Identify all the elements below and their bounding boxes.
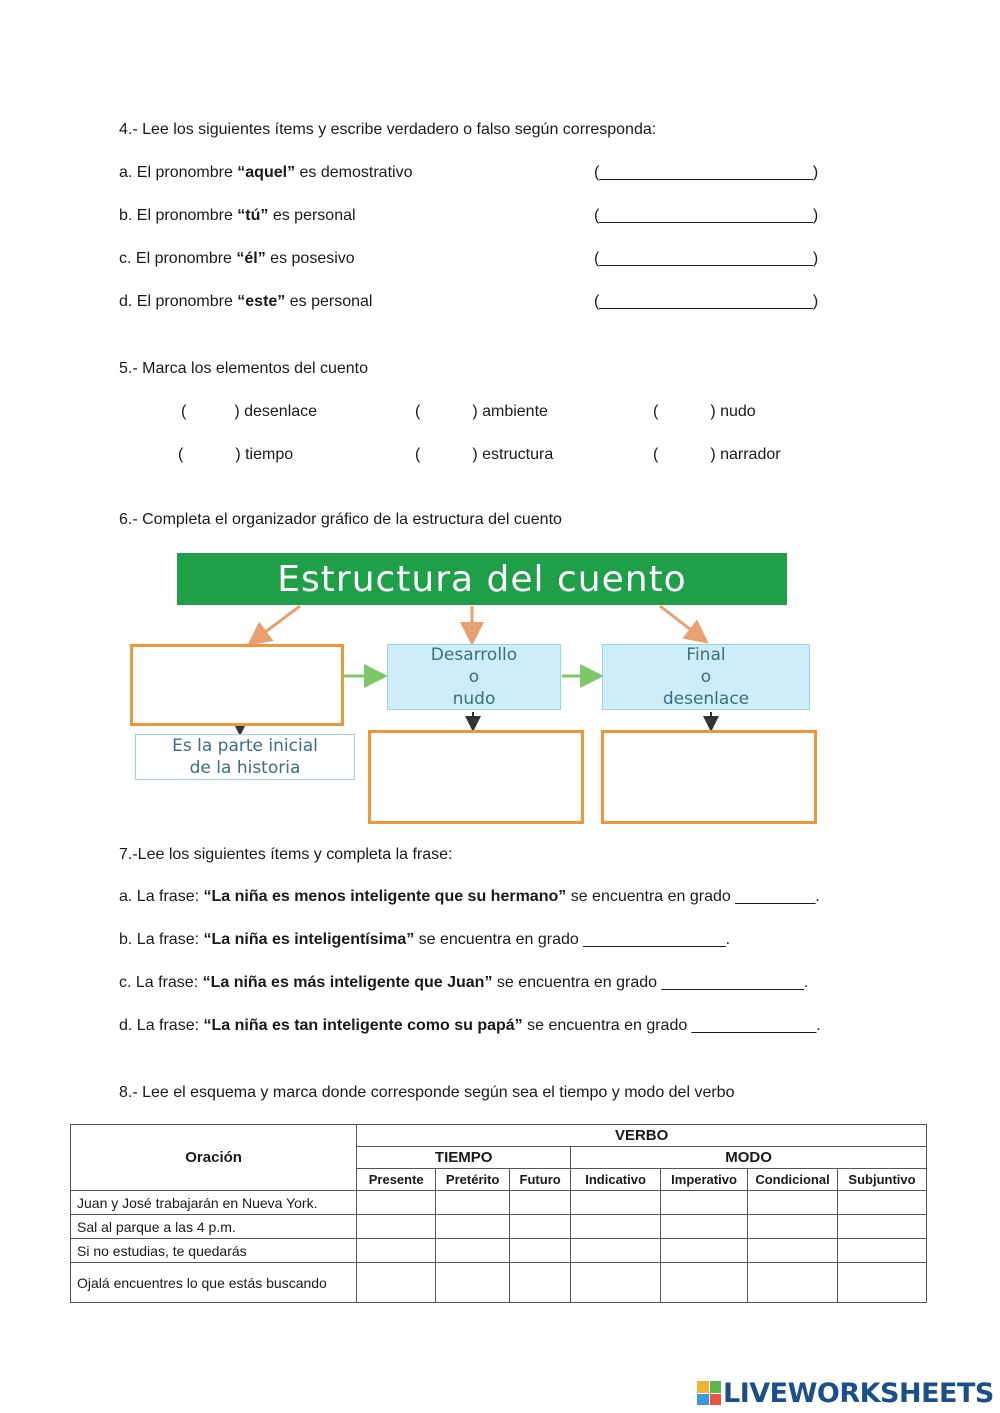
answer-cell[interactable] bbox=[748, 1239, 838, 1263]
answer-cell[interactable] bbox=[357, 1215, 436, 1239]
answer-cell[interactable] bbox=[571, 1239, 661, 1263]
q7-item-suffix[interactable]: se encuentra en grado _________. bbox=[566, 888, 820, 905]
q4-answer-a[interactable]: (________________________) bbox=[594, 164, 819, 181]
q7-item-prefix: c. La frase: bbox=[119, 974, 203, 991]
q5-option-label: ) nudo bbox=[710, 403, 756, 420]
liveworksheets-logo bbox=[697, 1376, 994, 1410]
q5-option-label: ) estructura bbox=[472, 446, 554, 463]
q4-item-prefix: a. El pronombre bbox=[119, 164, 238, 181]
answer-cell[interactable] bbox=[357, 1191, 436, 1215]
q4-item-suffix: es posesivo bbox=[265, 250, 355, 267]
desarrollo-line: Desarrollo bbox=[430, 645, 518, 665]
answer-cell[interactable] bbox=[571, 1215, 661, 1239]
final-line: Final bbox=[686, 645, 726, 665]
q5-option-label: ) desenlace bbox=[234, 403, 318, 420]
q5-paren: ( bbox=[181, 403, 187, 420]
answer-cell[interactable] bbox=[838, 1215, 927, 1239]
inicio-answer-box[interactable] bbox=[130, 644, 344, 726]
q5-title: 5.- Marca los elementos del cuento bbox=[119, 360, 369, 377]
q4-item-bold: “aquel” bbox=[237, 164, 296, 181]
col-condicional: Condicional bbox=[748, 1169, 838, 1191]
q5-paren: ( bbox=[415, 446, 421, 463]
q7-item-d bbox=[119, 1017, 821, 1035]
col-preterito: Pretérito bbox=[436, 1169, 510, 1191]
q7-item-suffix[interactable]: se encuentra en grado ________________. bbox=[492, 974, 809, 991]
answer-cell[interactable] bbox=[748, 1263, 838, 1303]
answer-cell[interactable] bbox=[436, 1239, 510, 1263]
q4-item-suffix: es personal bbox=[268, 207, 356, 224]
final-answer-box[interactable] bbox=[601, 730, 817, 824]
inicio-description-line: de la historia bbox=[189, 758, 301, 778]
q7-item-bold: “La niña es más inteligente que Juan” bbox=[202, 974, 493, 991]
answer-cell[interactable] bbox=[510, 1263, 571, 1303]
answer-cell[interactable] bbox=[838, 1239, 927, 1263]
row-sentence: Ojalá encuentres lo que estás buscando bbox=[71, 1263, 357, 1303]
q7-item-bold: “La niña es menos inteligente que su hermano” bbox=[203, 888, 567, 905]
q4-item-suffix: es personal bbox=[285, 293, 373, 310]
answer-cell[interactable] bbox=[436, 1215, 510, 1239]
row-sentence: Juan y José trabajarán en Nueva York. bbox=[71, 1191, 357, 1215]
inicio-description-box bbox=[135, 734, 355, 780]
q4-item-bold: “él” bbox=[236, 250, 266, 267]
q5-option-label: ) tiempo bbox=[235, 446, 294, 463]
story-structure-diagram bbox=[120, 548, 830, 833]
q5-checkbox-tiempo[interactable] bbox=[178, 446, 293, 464]
q5-paren: ( bbox=[653, 403, 659, 420]
answer-cell[interactable] bbox=[436, 1191, 510, 1215]
q4-answer-d[interactable]: (________________________) bbox=[594, 293, 819, 310]
table-row bbox=[71, 1263, 927, 1303]
logo-icon bbox=[697, 1381, 721, 1405]
q7-item-bold: “La niña es tan inteligente como su papá” bbox=[203, 1017, 523, 1034]
header-modo: MODO bbox=[571, 1147, 927, 1169]
q5-option-label: ) ambiente bbox=[472, 403, 548, 420]
logo-text: LIVEWORKSHEETS bbox=[723, 1377, 994, 1409]
table-row bbox=[71, 1215, 927, 1239]
q4-item-a bbox=[119, 164, 412, 182]
q7-item-bold: “La niña es inteligentísima” bbox=[203, 931, 415, 948]
answer-cell[interactable] bbox=[661, 1263, 748, 1303]
q6-title: 6.- Completa el organizador gráfico de la estructura del cuento bbox=[119, 511, 562, 528]
q8-title: 8.- Lee el esquema y marca donde corresponde según sea el tiempo y modo del verbo bbox=[119, 1084, 735, 1101]
answer-cell[interactable] bbox=[357, 1239, 436, 1263]
answer-cell[interactable] bbox=[661, 1239, 748, 1263]
inicio-description-line: Es la parte inicial bbox=[172, 736, 318, 756]
q7-item-prefix: a. La frase: bbox=[119, 888, 204, 905]
q7-title: 7.-Lee los siguientes ítems y completa la frase: bbox=[119, 846, 453, 863]
header-tiempo: TIEMPO bbox=[357, 1147, 571, 1169]
q7-item-b bbox=[119, 931, 730, 949]
arrow-to-inicio bbox=[252, 606, 300, 642]
final-line: desenlace bbox=[662, 689, 750, 709]
final-line: o bbox=[700, 667, 712, 687]
header-verbo: VERBO bbox=[357, 1125, 927, 1147]
col-presente: Presente bbox=[357, 1169, 436, 1191]
final-box bbox=[602, 644, 810, 710]
q4-item-suffix: es demostrativo bbox=[295, 164, 413, 181]
q5-checkbox-desenlace[interactable] bbox=[181, 403, 317, 421]
answer-cell[interactable] bbox=[748, 1215, 838, 1239]
table-row bbox=[71, 1239, 927, 1263]
col-subjuntivo: Subjuntivo bbox=[838, 1169, 927, 1191]
q5-option-label: ) narrador bbox=[710, 446, 781, 463]
q5-checkbox-narrador[interactable] bbox=[653, 446, 781, 464]
q7-item-c bbox=[119, 974, 808, 992]
row-sentence: Si no estudias, te quedarás bbox=[71, 1239, 357, 1263]
answer-cell[interactable] bbox=[571, 1191, 661, 1215]
q4-item-prefix: c. El pronombre bbox=[119, 250, 237, 267]
header-oracion: Oración bbox=[71, 1125, 357, 1191]
arrow-to-final bbox=[660, 606, 704, 640]
q4-title: 4.- Lee los siguientes ítems y escribe verdadero o falso según corresponda: bbox=[119, 121, 657, 138]
verb-table bbox=[70, 1124, 927, 1303]
answer-cell[interactable] bbox=[357, 1263, 436, 1303]
answer-cell[interactable] bbox=[510, 1191, 571, 1215]
answer-cell[interactable] bbox=[436, 1263, 510, 1303]
q5-checkbox-estructura[interactable] bbox=[415, 446, 553, 464]
q5-checkbox-ambiente[interactable] bbox=[415, 403, 548, 421]
q7-item-suffix[interactable]: se encuentra en grado ________________. bbox=[414, 931, 731, 948]
q5-paren: ( bbox=[415, 403, 421, 420]
q7-item-suffix[interactable]: se encuentra en grado ______________. bbox=[522, 1017, 821, 1034]
q7-item-a bbox=[119, 888, 820, 906]
q7-item-prefix: d. La frase: bbox=[119, 1017, 204, 1034]
table-row bbox=[71, 1191, 927, 1215]
q4-item-b bbox=[119, 207, 356, 225]
col-imperativo: Imperativo bbox=[661, 1169, 748, 1191]
q7-item-prefix: b. La frase: bbox=[119, 931, 204, 948]
desarrollo-line: nudo bbox=[452, 689, 496, 709]
desarrollo-line: o bbox=[468, 667, 480, 687]
col-indicativo: Indicativo bbox=[571, 1169, 661, 1191]
q5-checkbox-nudo[interactable] bbox=[653, 403, 756, 421]
answer-cell[interactable] bbox=[661, 1215, 748, 1239]
q4-item-d bbox=[119, 293, 372, 311]
desarrollo-answer-box[interactable] bbox=[368, 730, 584, 824]
q4-item-prefix: d. El pronombre bbox=[119, 293, 238, 310]
q4-item-c bbox=[119, 250, 355, 268]
q4-answer-c[interactable]: (________________________) bbox=[594, 250, 819, 267]
answer-cell[interactable] bbox=[838, 1191, 927, 1215]
row-sentence: Sal al parque a las 4 p.m. bbox=[71, 1215, 357, 1239]
q4-answer-b[interactable]: (________________________) bbox=[594, 207, 819, 224]
desarrollo-box bbox=[387, 644, 561, 710]
answer-cell[interactable] bbox=[661, 1191, 748, 1215]
q4-item-bold: “tú” bbox=[237, 207, 269, 224]
answer-cell[interactable] bbox=[838, 1263, 927, 1303]
q5-paren: ( bbox=[653, 446, 659, 463]
q4-item-prefix: b. El pronombre bbox=[119, 207, 238, 224]
answer-cell[interactable] bbox=[510, 1215, 571, 1239]
answer-cell[interactable] bbox=[571, 1263, 661, 1303]
answer-cell[interactable] bbox=[748, 1191, 838, 1215]
q4-item-bold: “este” bbox=[237, 293, 286, 310]
diagram-banner: Estructura del cuento bbox=[177, 553, 787, 605]
q5-paren: ( bbox=[178, 446, 184, 463]
col-futuro: Futuro bbox=[510, 1169, 571, 1191]
answer-cell[interactable] bbox=[510, 1239, 571, 1263]
